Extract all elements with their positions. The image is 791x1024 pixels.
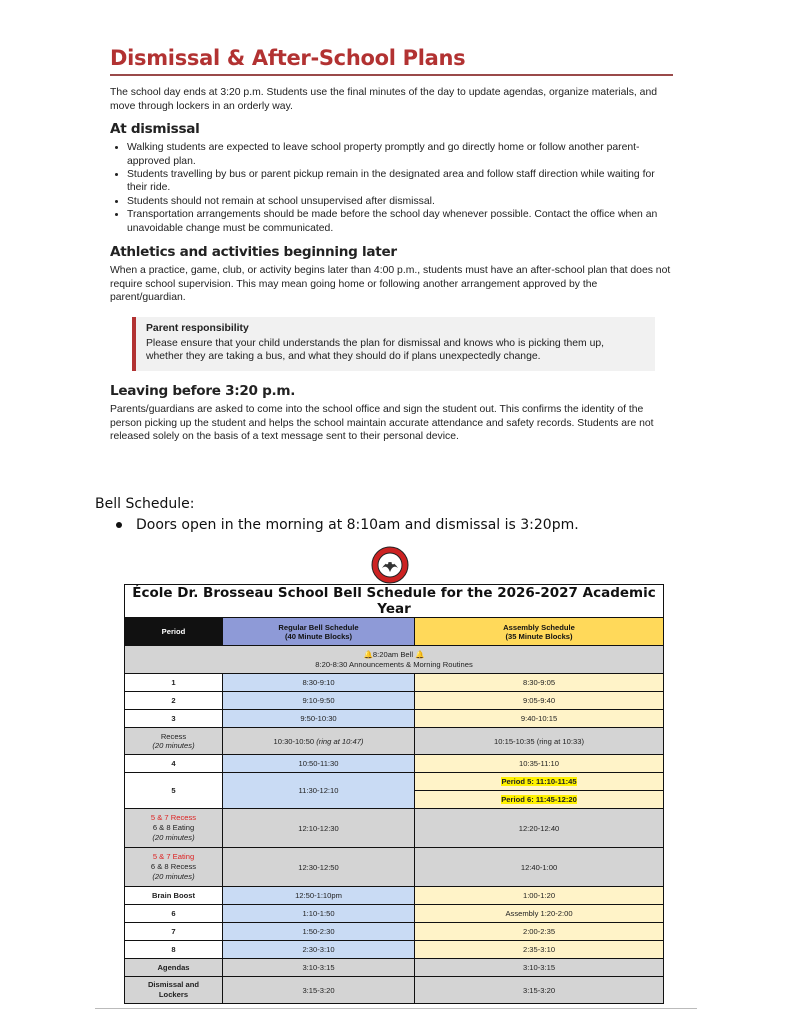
announcement-row: 🔔8:20am Bell 🔔 8:20-8:30 Announcements & Morning Routines — [125, 646, 664, 674]
doors-open-text: Doors open in the morning at 8:10am and dismissal is 3:20pm. — [136, 517, 579, 533]
bell-schedule-heading: Bell Schedule: — [95, 496, 195, 512]
list-item: • Transportation arrangements should be made before the school day whenever possible. Contact the office when an unavoidable change must be communicated. — [127, 208, 673, 235]
school-crest-icon — [371, 546, 409, 584]
doors-open-bullet — [116, 517, 579, 533]
page-title: Dismissal & After-School Plans — [110, 46, 673, 76]
athletics-heading: Athletics and activities beginning later — [110, 244, 397, 261]
table-row: 4 10:50-11:30 10:35-11:10 — [125, 755, 664, 773]
col-regular: Regular Bell Schedule (40 Minute Blocks) — [223, 618, 415, 646]
bullet-icon — [116, 522, 122, 528]
callout-text: Please ensure that your child understands the plan for dismissal and knows who is picking them up, whether they are taking a bus, and what they should do if plans unexpectedly change. — [146, 337, 605, 363]
table-row: 5 11:30-12:10 Period 5: 11:10-11:45 — [125, 773, 664, 791]
table-row: 1 8:30-9:10 8:30-9:05 — [125, 674, 664, 692]
table-row: Brain Boost 12:50-1:10pm 1:00-1:20 — [125, 887, 664, 905]
table-title: École Dr. Brosseau School Bell Schedule for the 2026-2027 Academic Year — [125, 585, 664, 618]
athletics-paragraph: When a practice, game, club, or activity begins later than 4:00 p.m., students must have an after-school plan that does not require school supervision. This may mean going home or following another arrangement approved by the parent/guardian. — [110, 265, 671, 304]
list-item: • Walking students are expected to leave school property promptly and go directly home or follow another parent-approved plan. — [127, 141, 673, 168]
table-row: Dismissal and Lockers 3:15-3:20 3:15-3:20 — [125, 977, 664, 1004]
page-divider — [95, 1008, 697, 1009]
dismissal-heading: At dismissal — [110, 121, 200, 138]
table-row: Period 6: 11:45-12:20 — [125, 791, 664, 809]
callout-title: Parent responsibility — [146, 322, 249, 334]
document-body — [110, 46, 673, 444]
list-item: • Students should not remain at school unsupervised after dismissal. — [127, 195, 673, 208]
list-item: • Students travelling by bus or parent pickup remain in the designated area and follow staff direction while waiting for their ride. — [127, 168, 673, 195]
table-row: 5 & 7 Recess 6 & 8 Eating (20 minutes) 12:10-12:30 12:20-12:40 — [125, 809, 664, 848]
table-row: 5 & 7 Eating 6 & 8 Recess (20 minutes) 12:30-12:50 12:40-1:00 — [125, 848, 664, 887]
table-row: 8 2:30-3:10 2:35-3:10 — [125, 941, 664, 959]
bell-schedule-table — [124, 584, 664, 1004]
leaving-heading: Leaving before 3:20 p.m. — [110, 383, 296, 399]
table-row: 2 9:10-9:50 9:05-9:40 — [125, 692, 664, 710]
dismissal-list — [110, 141, 673, 235]
parent-callout — [132, 317, 655, 371]
intro-paragraph: The school day ends at 3:20 p.m. Students use the final minutes of the day to update agendas, organize materials, and move through lockers in an orderly way. — [110, 87, 658, 112]
table-row: Agendas 3:10-3:15 3:10-3:15 — [125, 959, 664, 977]
col-period: Period — [125, 618, 223, 646]
table-row: 6 1:10-1:50 Assembly 1:20-2:00 — [125, 905, 664, 923]
table-row: Recess (20 minutes) 10:30-10:50 (ring at 10:47) 10:15-10:35 (ring at 10:33) — [125, 728, 664, 755]
col-assembly: Assembly Schedule (35 Minute Blocks) — [415, 618, 664, 646]
table-row: 7 1:50-2:30 2:00-2:35 — [125, 923, 664, 941]
table-row: 3 9:50-10:30 9:40-10:15 — [125, 710, 664, 728]
leaving-paragraph: Parents/guardians are asked to come into the school office and sign the student out. This confirms the identity of the person picking up the student and helps the school maintain accurate attendance and safety records. Students are not released solely on the basis of a text message sent to their personal device. — [110, 404, 654, 443]
